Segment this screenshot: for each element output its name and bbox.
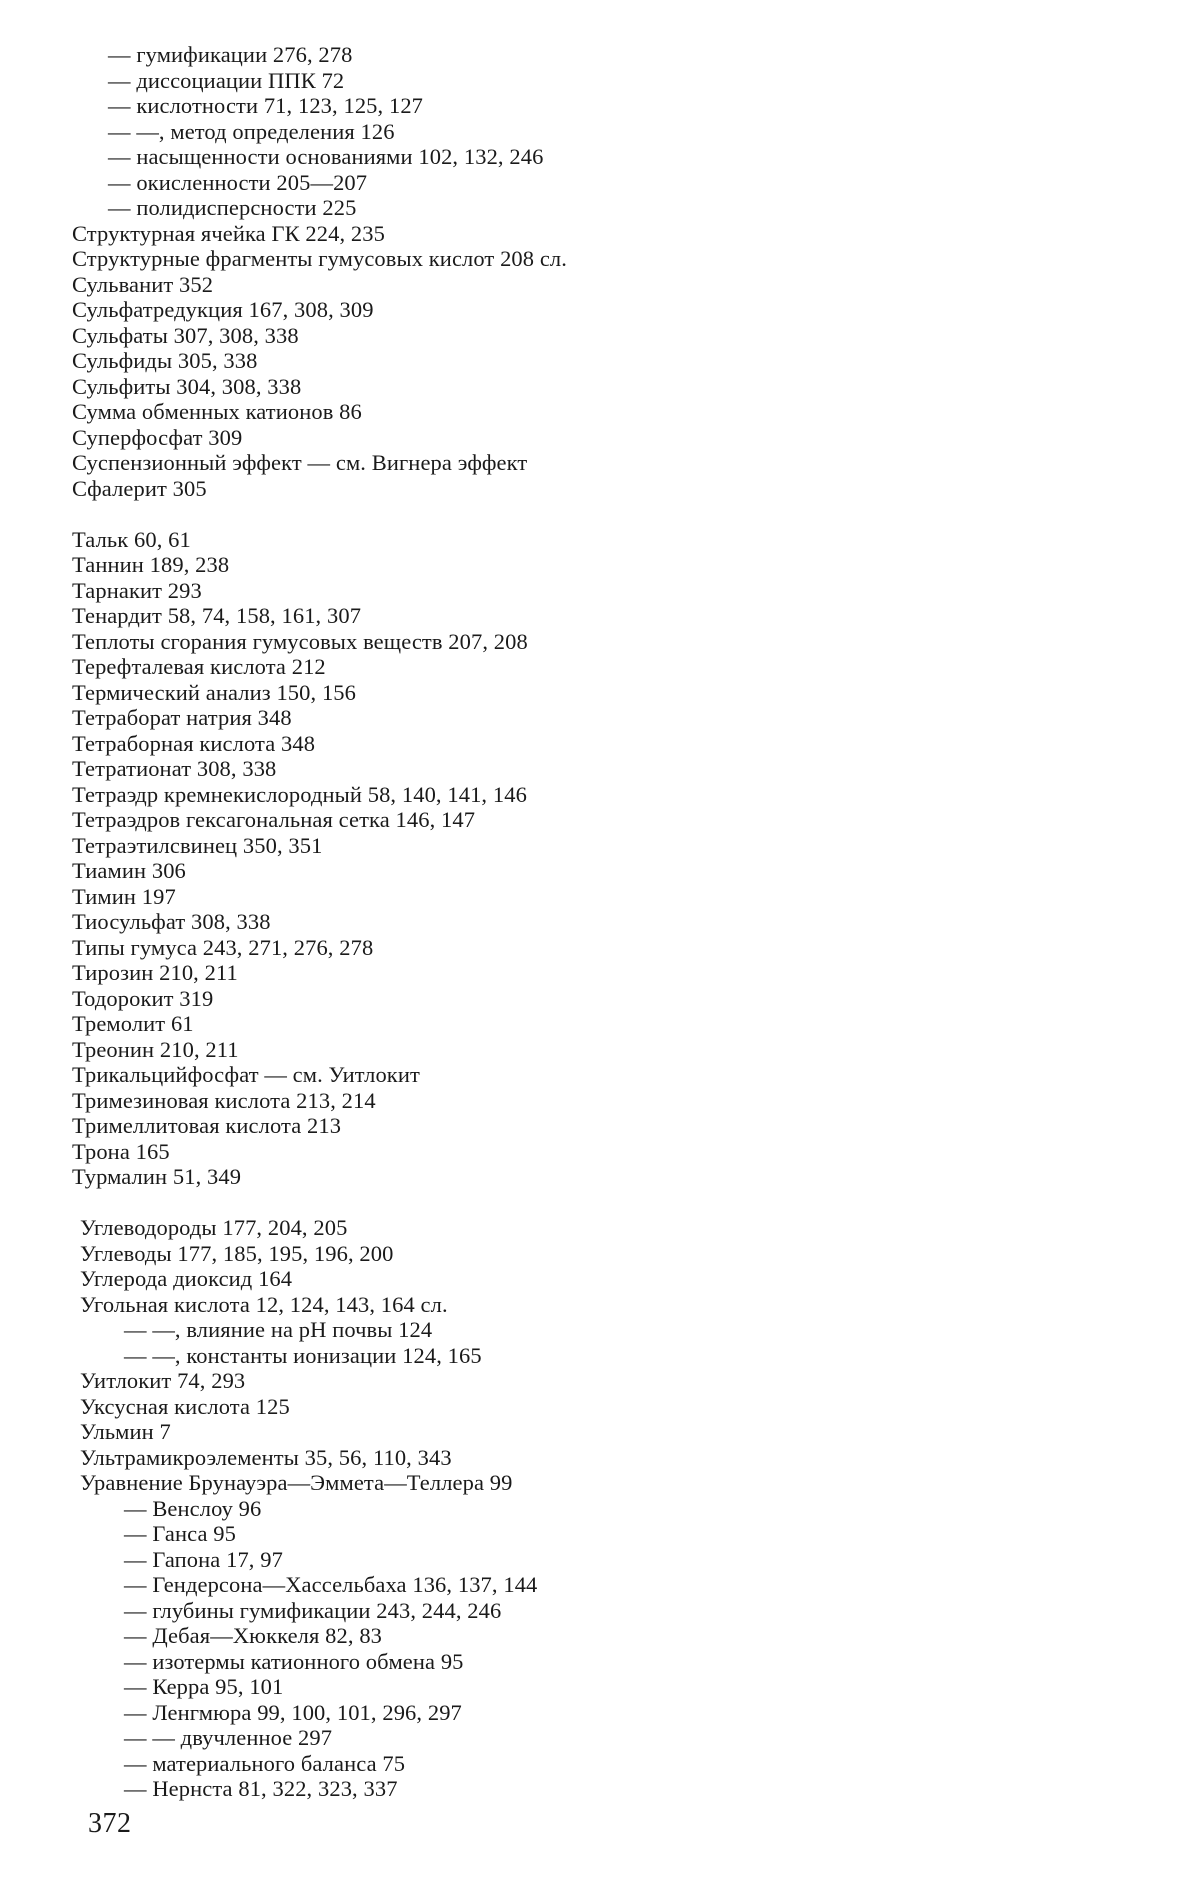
subject-index — [72, 42, 1132, 1802]
index-subentry: — Гендерсона—Хассельбаха 136, 137, 144 — [124, 1572, 538, 1597]
index-entry: Тетраэтилсвинец 350, 351 — [72, 832, 323, 858]
index-entry: Сфалерит 305 — [72, 475, 207, 501]
index-entry: Терефталевая кислота 212 — [72, 654, 326, 679]
index-subentry: — —, метод определения 126 — [108, 118, 395, 144]
index-entry: Суспензионный эффект — см. Вигнера эффект — [72, 450, 528, 475]
index-entry: Тетраборная кислота 348 — [72, 730, 316, 756]
index-entry: Трикальцийфосфат — см. Уитлокит — [72, 1062, 420, 1087]
index-subentry: — глубины гумификации 243, 244, 246 — [124, 1597, 502, 1623]
index-entry: Трона 165 — [72, 1138, 170, 1164]
index-subentry: — — двучленное 297 — [124, 1725, 333, 1750]
index-subentry: — Гапона 17, 97 — [124, 1546, 283, 1572]
index-entry: Уитлокит 74, 293 — [80, 1368, 246, 1393]
index-entry: Тарнакит 293 — [72, 577, 202, 603]
index-entry: Тримезиновая кислота 213, 214 — [72, 1087, 376, 1113]
index-entry: Тетраэдр кремнекислородный 58, 140, 141, 146 — [72, 781, 527, 807]
index-entry: Типы гумуса 243, 271, 276, 278 — [72, 934, 374, 960]
index-entry: Углеводороды 177, 204, 205 — [80, 1215, 348, 1240]
index-entry: Углерода диоксид 164 — [80, 1266, 293, 1291]
index-subentry: — —, константы ионизации 124, 165 — [124, 1342, 482, 1368]
index-entry: Тиамин 306 — [72, 858, 186, 883]
index-entry: Сульфаты 307, 308, 338 — [72, 322, 299, 348]
index-subentry: — Дебая—Хюккеля 82, 83 — [124, 1623, 383, 1648]
index-entry: Суперфосфат 309 — [72, 424, 243, 450]
index-entry: Ульмин 7 — [80, 1419, 171, 1444]
index-entry: Тримеллитовая кислота 213 — [72, 1113, 342, 1138]
index-entry: Тетраэдров гексагональная сетка 146, 147 — [72, 807, 476, 832]
index-subentry: — гумификации 276, 278 — [108, 42, 353, 67]
index-entry: Угольная кислота 12, 124, 143, 164 сл. — [80, 1291, 448, 1317]
index-entry: Сульфиты 304, 308, 338 — [72, 373, 302, 399]
index-entry: Тиосульфат 308, 338 — [72, 909, 271, 934]
index-subentry: — изотермы катионного обмена 95 — [124, 1648, 464, 1674]
index-letter-group — [72, 1215, 1132, 1802]
index-letter-group — [72, 42, 1132, 501]
index-subentry: — Венслоу 96 — [124, 1495, 262, 1521]
index-entry: Уравнение Брунауэра—Эммета—Теллера 99 — [80, 1470, 513, 1495]
index-subentry: — Керра 95, 101 — [124, 1674, 284, 1699]
index-entry: Тимин 197 — [72, 883, 176, 909]
index-entry: Турмалин 51, 349 — [72, 1164, 242, 1189]
index-letter-group — [72, 527, 1132, 1190]
index-entry: Тальк 60, 61 — [72, 526, 191, 552]
index-subentry: — —, влияние на pH почвы 124 — [124, 1317, 433, 1342]
index-entry: Треонин 210, 211 — [72, 1036, 239, 1062]
index-entry: Тетратионат 308, 338 — [72, 756, 277, 781]
index-entry: Термический анализ 150, 156 — [72, 679, 356, 705]
index-subentry: — Нернста 81, 322, 323, 337 — [124, 1776, 398, 1801]
index-entry: Ультрамикроэлементы 35, 56, 110, 343 — [80, 1444, 452, 1470]
index-entry: Сумма обменных катионов 86 — [72, 399, 362, 424]
page-number: 372 — [88, 1808, 132, 1839]
index-subentry: — насыщенности основаниями 102, 132, 246 — [108, 144, 544, 169]
index-entry: Уксусная кислота 125 — [80, 1393, 290, 1419]
index-entry: Сульфатредукция 167, 308, 309 — [72, 297, 374, 322]
index-entry: Углеводы 177, 185, 195, 196, 200 — [80, 1240, 394, 1266]
index-entry: Сульфиды 305, 338 — [72, 348, 258, 373]
index-subentry: — материального баланса 75 — [124, 1750, 406, 1776]
index-entry: Тенардит 58, 74, 158, 161, 307 — [72, 603, 362, 628]
index-subentry: — Ганса 95 — [124, 1521, 236, 1546]
index-entry: Тодорокит 319 — [72, 985, 214, 1011]
index-subentry: — диссоциации ППК 72 — [108, 67, 345, 93]
index-entry: Тремолит 61 — [72, 1011, 194, 1036]
index-entry: Тирозин 210, 211 — [72, 960, 238, 985]
index-entry: Теплоты сгорания гумусовых веществ 207, 208 — [72, 628, 528, 654]
index-entry: Сульванит 352 — [72, 271, 214, 297]
index-subentry: — кислотности 71, 123, 125, 127 — [108, 93, 424, 118]
index-entry: Тетраборат натрия 348 — [72, 705, 292, 730]
index-entry: Структурная ячейка ГК 224, 235 — [72, 220, 385, 246]
index-subentry: — полидисперсности 225 — [108, 195, 357, 220]
index-entry: Таннин 189, 238 — [72, 552, 230, 577]
index-subentry: — Ленгмюра 99, 100, 101, 296, 297 — [124, 1699, 462, 1725]
index-subentry: — окисленности 205—207 — [108, 169, 368, 195]
index-entry: Структурные фрагменты гумусовых кислот 208 сл. — [72, 246, 567, 271]
